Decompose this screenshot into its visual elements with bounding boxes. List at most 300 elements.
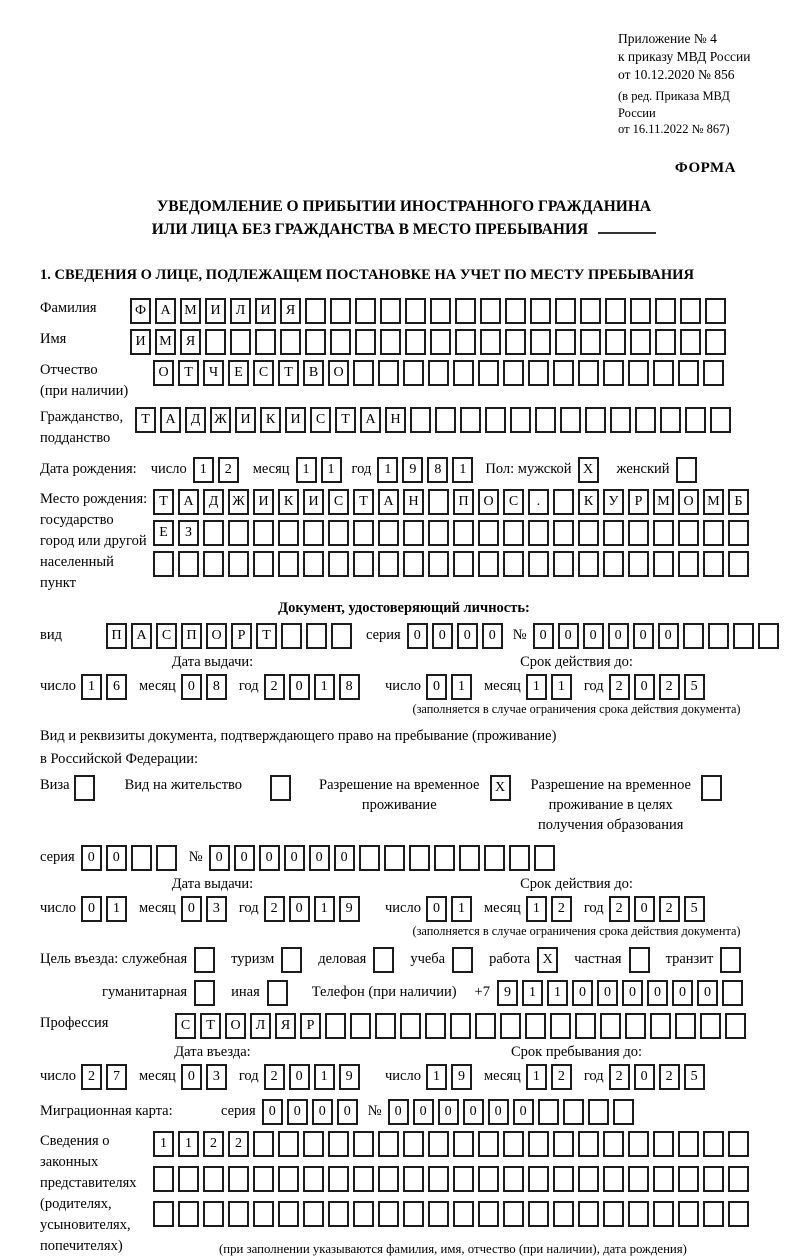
char-cell[interactable]	[203, 1166, 224, 1192]
char-cell[interactable]	[478, 1201, 499, 1227]
char-cell[interactable]: О	[678, 489, 699, 515]
char-cell[interactable]	[678, 1131, 699, 1157]
char-cell[interactable]	[535, 407, 556, 433]
char-cell[interactable]: 0	[289, 674, 310, 700]
char-cell[interactable]	[553, 551, 574, 577]
char-cell[interactable]	[733, 623, 754, 649]
char-cell[interactable]: 3	[206, 896, 227, 922]
char-cell[interactable]	[603, 1131, 624, 1157]
char-cell[interactable]	[325, 1013, 346, 1039]
char-cell[interactable]	[153, 1201, 174, 1227]
char-cell[interactable]	[705, 298, 726, 324]
char-cell[interactable]	[480, 298, 501, 324]
char-cell[interactable]: 2	[551, 896, 572, 922]
char-cell[interactable]	[409, 845, 430, 871]
char-cell[interactable]: 2	[551, 1064, 572, 1090]
char-cell[interactable]	[503, 1166, 524, 1192]
char-cell[interactable]	[278, 520, 299, 546]
char-cell[interactable]	[305, 298, 326, 324]
char-cell[interactable]	[653, 1131, 674, 1157]
char-cell[interactable]	[525, 1013, 546, 1039]
char-cell[interactable]: 1	[551, 674, 572, 700]
char-cell[interactable]: 0	[181, 674, 202, 700]
char-cell[interactable]	[305, 329, 326, 355]
char-cell[interactable]: З	[178, 520, 199, 546]
char-cell[interactable]	[603, 360, 624, 386]
char-cell[interactable]	[303, 1166, 324, 1192]
char-cell[interactable]	[678, 1201, 699, 1227]
char-cell[interactable]: 0	[463, 1099, 484, 1125]
char-cell[interactable]	[281, 623, 302, 649]
char-cell[interactable]: 0	[337, 1099, 358, 1125]
char-cell[interactable]: 0	[426, 674, 447, 700]
char-cell[interactable]	[528, 1131, 549, 1157]
char-cell[interactable]	[373, 947, 394, 973]
char-cell[interactable]: С	[328, 489, 349, 515]
char-cell[interactable]: 6	[106, 674, 127, 700]
char-cell[interactable]: 0	[634, 896, 655, 922]
char-cell[interactable]: 1	[314, 674, 335, 700]
char-cell[interactable]: 9	[451, 1064, 472, 1090]
char-cell[interactable]: 2	[659, 674, 680, 700]
char-cell[interactable]: И	[255, 298, 276, 324]
char-cell[interactable]	[328, 1201, 349, 1227]
char-cell[interactable]: 0	[413, 1099, 434, 1125]
char-cell[interactable]	[578, 520, 599, 546]
char-cell[interactable]: 0	[334, 845, 355, 871]
char-cell[interactable]: 0	[284, 845, 305, 871]
char-cell[interactable]: А	[360, 407, 381, 433]
char-cell[interactable]	[578, 551, 599, 577]
char-cell[interactable]	[428, 489, 449, 515]
char-cell[interactable]: Л	[250, 1013, 271, 1039]
char-cell[interactable]	[505, 298, 526, 324]
char-cell[interactable]	[405, 298, 426, 324]
char-cell[interactable]: 5	[684, 896, 705, 922]
char-cell[interactable]: Т	[178, 360, 199, 386]
char-cell[interactable]	[228, 551, 249, 577]
char-cell[interactable]	[156, 845, 177, 871]
char-cell[interactable]: 0	[697, 980, 718, 1006]
char-cell[interactable]	[575, 1013, 596, 1039]
char-cell[interactable]	[603, 551, 624, 577]
char-cell[interactable]	[453, 1166, 474, 1192]
char-cell[interactable]	[403, 360, 424, 386]
char-cell[interactable]: 0	[633, 623, 654, 649]
char-cell[interactable]: К	[278, 489, 299, 515]
char-cell[interactable]	[701, 775, 722, 801]
char-cell[interactable]: В	[303, 360, 324, 386]
char-cell[interactable]: О	[206, 623, 227, 649]
char-cell[interactable]	[705, 329, 726, 355]
char-cell[interactable]: 2	[609, 896, 630, 922]
char-cell[interactable]: 0	[438, 1099, 459, 1125]
char-cell[interactable]: 1	[451, 896, 472, 922]
char-cell[interactable]: А	[155, 298, 176, 324]
char-cell[interactable]	[403, 1166, 424, 1192]
char-cell[interactable]: 0	[81, 845, 102, 871]
char-cell[interactable]	[605, 298, 626, 324]
char-cell[interactable]: Л	[230, 298, 251, 324]
char-cell[interactable]	[555, 329, 576, 355]
char-cell[interactable]	[720, 947, 741, 973]
char-cell[interactable]: 1	[314, 896, 335, 922]
char-cell[interactable]: 8	[206, 674, 227, 700]
char-cell[interactable]	[655, 298, 676, 324]
char-cell[interactable]	[630, 298, 651, 324]
char-cell[interactable]: 2	[609, 1064, 630, 1090]
char-cell[interactable]	[303, 1131, 324, 1157]
char-cell[interactable]: 0	[309, 845, 330, 871]
char-cell[interactable]	[653, 1201, 674, 1227]
char-cell[interactable]	[628, 1131, 649, 1157]
char-cell[interactable]: 0	[597, 980, 618, 1006]
char-cell[interactable]	[503, 1201, 524, 1227]
char-cell[interactable]	[655, 329, 676, 355]
char-cell[interactable]: 2	[81, 1064, 102, 1090]
char-cell[interactable]: 8	[339, 674, 360, 700]
char-cell[interactable]	[660, 407, 681, 433]
char-cell[interactable]: 9	[339, 1064, 360, 1090]
char-cell[interactable]	[553, 520, 574, 546]
char-cell[interactable]	[578, 1201, 599, 1227]
char-cell[interactable]: 5	[684, 674, 705, 700]
char-cell[interactable]: Н	[403, 489, 424, 515]
char-cell[interactable]: X	[578, 457, 599, 483]
char-cell[interactable]: Р	[300, 1013, 321, 1039]
char-cell[interactable]	[553, 1131, 574, 1157]
char-cell[interactable]: Т	[200, 1013, 221, 1039]
char-cell[interactable]: О	[328, 360, 349, 386]
char-cell[interactable]: X	[537, 947, 558, 973]
char-cell[interactable]	[553, 489, 574, 515]
char-cell[interactable]: 0	[533, 623, 554, 649]
char-cell[interactable]	[281, 947, 302, 973]
char-cell[interactable]	[628, 1201, 649, 1227]
char-cell[interactable]: 0	[234, 845, 255, 871]
char-cell[interactable]	[653, 520, 674, 546]
char-cell[interactable]	[708, 623, 729, 649]
char-cell[interactable]: А	[131, 623, 152, 649]
char-cell[interactable]: 7	[106, 1064, 127, 1090]
char-cell[interactable]	[228, 1166, 249, 1192]
char-cell[interactable]	[194, 980, 215, 1006]
char-cell[interactable]: С	[156, 623, 177, 649]
char-cell[interactable]: У	[603, 489, 624, 515]
char-cell[interactable]	[453, 1131, 474, 1157]
char-cell[interactable]: 1	[426, 1064, 447, 1090]
char-cell[interactable]	[378, 551, 399, 577]
char-cell[interactable]: Р	[231, 623, 252, 649]
char-cell[interactable]	[585, 407, 606, 433]
char-cell[interactable]: 0	[181, 896, 202, 922]
char-cell[interactable]: 0	[513, 1099, 534, 1125]
char-cell[interactable]	[478, 520, 499, 546]
char-cell[interactable]	[600, 1013, 621, 1039]
char-cell[interactable]	[253, 1131, 274, 1157]
char-cell[interactable]: С	[310, 407, 331, 433]
char-cell[interactable]	[453, 551, 474, 577]
char-cell[interactable]	[650, 1013, 671, 1039]
char-cell[interactable]: И	[303, 489, 324, 515]
char-cell[interactable]: С	[175, 1013, 196, 1039]
char-cell[interactable]	[528, 1166, 549, 1192]
char-cell[interactable]: 1	[193, 457, 214, 483]
char-cell[interactable]: 0	[106, 845, 127, 871]
char-cell[interactable]	[353, 1201, 374, 1227]
char-cell[interactable]	[603, 1166, 624, 1192]
char-cell[interactable]	[478, 1131, 499, 1157]
char-cell[interactable]	[653, 1166, 674, 1192]
char-cell[interactable]	[270, 775, 291, 801]
char-cell[interactable]: 0	[262, 1099, 283, 1125]
char-cell[interactable]	[253, 1201, 274, 1227]
char-cell[interactable]	[475, 1013, 496, 1039]
char-cell[interactable]	[553, 1166, 574, 1192]
char-cell[interactable]	[683, 623, 704, 649]
char-cell[interactable]	[253, 1166, 274, 1192]
char-cell[interactable]: А	[178, 489, 199, 515]
char-cell[interactable]	[603, 1201, 624, 1227]
char-cell[interactable]: 9	[339, 896, 360, 922]
char-cell[interactable]: 1	[526, 896, 547, 922]
char-cell[interactable]	[353, 1131, 374, 1157]
char-cell[interactable]	[628, 520, 649, 546]
char-cell[interactable]	[403, 1131, 424, 1157]
char-cell[interactable]: 2	[659, 896, 680, 922]
char-cell[interactable]: Б	[728, 489, 749, 515]
char-cell[interactable]	[580, 329, 601, 355]
char-cell[interactable]	[178, 1201, 199, 1227]
char-cell[interactable]	[203, 1201, 224, 1227]
char-cell[interactable]	[328, 551, 349, 577]
char-cell[interactable]	[74, 775, 95, 801]
char-cell[interactable]	[503, 551, 524, 577]
char-cell[interactable]	[728, 1201, 749, 1227]
char-cell[interactable]	[553, 1201, 574, 1227]
char-cell[interactable]	[722, 980, 743, 1006]
char-cell[interactable]: X	[490, 775, 511, 801]
char-cell[interactable]: А	[378, 489, 399, 515]
char-cell[interactable]: П	[453, 489, 474, 515]
char-cell[interactable]	[509, 845, 530, 871]
char-cell[interactable]	[353, 520, 374, 546]
char-cell[interactable]: 1	[522, 980, 543, 1006]
char-cell[interactable]	[703, 1166, 724, 1192]
char-cell[interactable]: Т	[153, 489, 174, 515]
char-cell[interactable]	[453, 360, 474, 386]
char-cell[interactable]: 1	[377, 457, 398, 483]
char-cell[interactable]	[253, 520, 274, 546]
char-cell[interactable]: 2	[218, 457, 239, 483]
char-cell[interactable]	[380, 298, 401, 324]
char-cell[interactable]	[428, 551, 449, 577]
char-cell[interactable]	[428, 1166, 449, 1192]
char-cell[interactable]: 0	[181, 1064, 202, 1090]
char-cell[interactable]	[629, 947, 650, 973]
char-cell[interactable]	[428, 360, 449, 386]
char-cell[interactable]	[700, 1013, 721, 1039]
char-cell[interactable]: П	[106, 623, 127, 649]
char-cell[interactable]	[455, 329, 476, 355]
char-cell[interactable]: 1	[451, 674, 472, 700]
char-cell[interactable]: Ч	[203, 360, 224, 386]
char-cell[interactable]	[131, 845, 152, 871]
char-cell[interactable]: Я	[280, 298, 301, 324]
char-cell[interactable]: 8	[427, 457, 448, 483]
char-cell[interactable]	[278, 551, 299, 577]
char-cell[interactable]	[278, 1131, 299, 1157]
char-cell[interactable]: 1	[178, 1131, 199, 1157]
char-cell[interactable]: Т	[353, 489, 374, 515]
char-cell[interactable]: 0	[289, 1064, 310, 1090]
char-cell[interactable]	[653, 551, 674, 577]
char-cell[interactable]	[528, 520, 549, 546]
char-cell[interactable]	[384, 845, 405, 871]
char-cell[interactable]: С	[503, 489, 524, 515]
char-cell[interactable]	[278, 1201, 299, 1227]
char-cell[interactable]	[685, 407, 706, 433]
char-cell[interactable]	[728, 551, 749, 577]
char-cell[interactable]: М	[653, 489, 674, 515]
char-cell[interactable]: 1	[81, 674, 102, 700]
char-cell[interactable]: 0	[558, 623, 579, 649]
char-cell[interactable]	[380, 329, 401, 355]
char-cell[interactable]: Ж	[228, 489, 249, 515]
char-cell[interactable]: 0	[572, 980, 593, 1006]
char-cell[interactable]: 1	[296, 457, 317, 483]
char-cell[interactable]: 0	[622, 980, 643, 1006]
char-cell[interactable]	[480, 329, 501, 355]
char-cell[interactable]	[503, 360, 524, 386]
char-cell[interactable]: К	[260, 407, 281, 433]
char-cell[interactable]: 0	[81, 896, 102, 922]
char-cell[interactable]: 0	[432, 623, 453, 649]
char-cell[interactable]: П	[181, 623, 202, 649]
char-cell[interactable]: 0	[672, 980, 693, 1006]
char-cell[interactable]	[758, 623, 779, 649]
char-cell[interactable]	[328, 1131, 349, 1157]
char-cell[interactable]: Т	[256, 623, 277, 649]
char-cell[interactable]	[703, 360, 724, 386]
char-cell[interactable]: С	[253, 360, 274, 386]
char-cell[interactable]: О	[225, 1013, 246, 1039]
char-cell[interactable]	[253, 551, 274, 577]
char-cell[interactable]	[503, 1131, 524, 1157]
char-cell[interactable]: 2	[659, 1064, 680, 1090]
char-cell[interactable]	[703, 520, 724, 546]
char-cell[interactable]: 0	[457, 623, 478, 649]
char-cell[interactable]	[610, 407, 631, 433]
char-cell[interactable]	[538, 1099, 559, 1125]
char-cell[interactable]: 1	[314, 1064, 335, 1090]
char-cell[interactable]	[400, 1013, 421, 1039]
char-cell[interactable]: 0	[209, 845, 230, 871]
char-cell[interactable]	[330, 329, 351, 355]
char-cell[interactable]	[428, 520, 449, 546]
char-cell[interactable]	[267, 980, 288, 1006]
char-cell[interactable]	[230, 329, 251, 355]
char-cell[interactable]	[280, 329, 301, 355]
char-cell[interactable]	[306, 623, 327, 649]
char-cell[interactable]	[255, 329, 276, 355]
char-cell[interactable]	[728, 1131, 749, 1157]
char-cell[interactable]: И	[235, 407, 256, 433]
char-cell[interactable]: 0	[388, 1099, 409, 1125]
char-cell[interactable]	[550, 1013, 571, 1039]
char-cell[interactable]	[725, 1013, 746, 1039]
char-cell[interactable]: 9	[497, 980, 518, 1006]
char-cell[interactable]	[228, 1201, 249, 1227]
char-cell[interactable]	[430, 298, 451, 324]
char-cell[interactable]: 2	[264, 674, 285, 700]
char-cell[interactable]	[331, 623, 352, 649]
char-cell[interactable]	[450, 1013, 471, 1039]
char-cell[interactable]	[628, 551, 649, 577]
char-cell[interactable]	[203, 520, 224, 546]
char-cell[interactable]	[485, 407, 506, 433]
char-cell[interactable]	[560, 407, 581, 433]
char-cell[interactable]	[510, 407, 531, 433]
char-cell[interactable]	[484, 845, 505, 871]
char-cell[interactable]: Ф	[130, 298, 151, 324]
char-cell[interactable]	[530, 298, 551, 324]
char-cell[interactable]	[205, 329, 226, 355]
char-cell[interactable]: 0	[482, 623, 503, 649]
char-cell[interactable]: 1	[526, 674, 547, 700]
char-cell[interactable]	[328, 520, 349, 546]
char-cell[interactable]	[703, 551, 724, 577]
char-cell[interactable]	[403, 520, 424, 546]
char-cell[interactable]: .	[528, 489, 549, 515]
char-cell[interactable]	[630, 329, 651, 355]
char-cell[interactable]: 0	[634, 1064, 655, 1090]
char-cell[interactable]: Я	[275, 1013, 296, 1039]
char-cell[interactable]	[330, 298, 351, 324]
char-cell[interactable]: 1	[547, 980, 568, 1006]
char-cell[interactable]: 1	[452, 457, 473, 483]
char-cell[interactable]	[680, 329, 701, 355]
char-cell[interactable]: Т	[335, 407, 356, 433]
char-cell[interactable]	[678, 1166, 699, 1192]
char-cell[interactable]: 1	[106, 896, 127, 922]
char-cell[interactable]	[528, 360, 549, 386]
char-cell[interactable]	[455, 298, 476, 324]
char-cell[interactable]: Д	[185, 407, 206, 433]
char-cell[interactable]	[478, 551, 499, 577]
char-cell[interactable]	[353, 551, 374, 577]
char-cell[interactable]	[403, 1201, 424, 1227]
char-cell[interactable]	[453, 1201, 474, 1227]
char-cell[interactable]	[728, 520, 749, 546]
char-cell[interactable]	[378, 1201, 399, 1227]
char-cell[interactable]	[350, 1013, 371, 1039]
char-cell[interactable]	[303, 551, 324, 577]
char-cell[interactable]	[653, 360, 674, 386]
char-cell[interactable]	[528, 551, 549, 577]
char-cell[interactable]: М	[155, 329, 176, 355]
char-cell[interactable]: 2	[203, 1131, 224, 1157]
char-cell[interactable]	[578, 1166, 599, 1192]
char-cell[interactable]	[605, 329, 626, 355]
char-cell[interactable]: 5	[684, 1064, 705, 1090]
char-cell[interactable]	[625, 1013, 646, 1039]
char-cell[interactable]: А	[160, 407, 181, 433]
char-cell[interactable]	[178, 1166, 199, 1192]
char-cell[interactable]: О	[153, 360, 174, 386]
char-cell[interactable]: Н	[385, 407, 406, 433]
char-cell[interactable]	[500, 1013, 521, 1039]
